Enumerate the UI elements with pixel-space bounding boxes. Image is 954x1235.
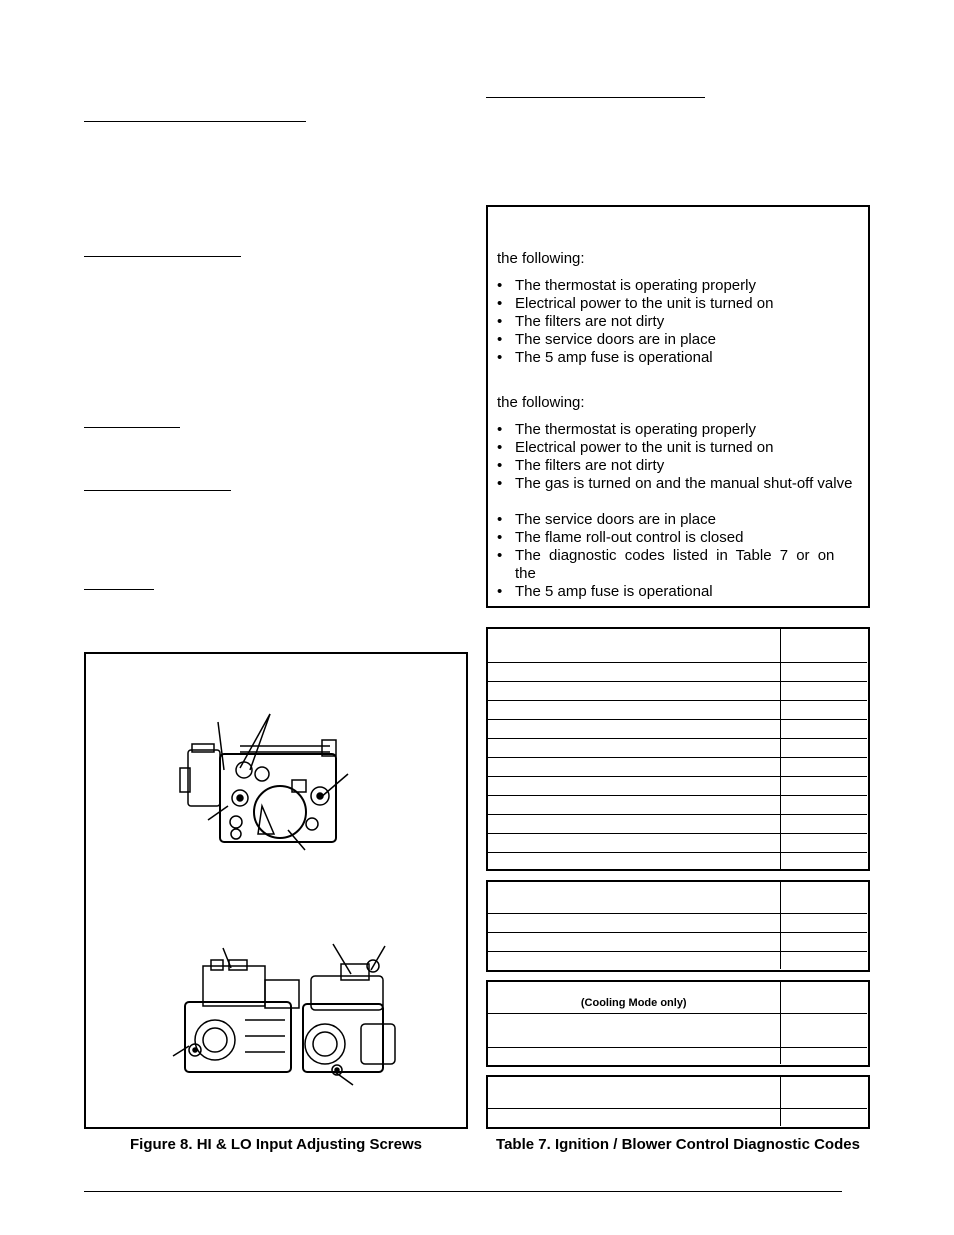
code-table-1 bbox=[486, 627, 870, 871]
table-header-cell bbox=[488, 882, 780, 913]
list-item: • The service doors are in place bbox=[497, 331, 862, 349]
table-cell bbox=[780, 951, 867, 969]
table-header-cell bbox=[780, 882, 867, 913]
list-item: • The gas is turned on and the manual shut-off valve bbox=[497, 475, 862, 493]
table-cell bbox=[780, 795, 867, 814]
list-item: • The diagnostic codes listed in Table 7 or on the bbox=[497, 547, 862, 565]
checklist-1 bbox=[497, 277, 862, 367]
table-cell bbox=[488, 738, 780, 757]
table-cell bbox=[488, 932, 780, 951]
list-item: • The 5 amp fuse is operational bbox=[497, 349, 862, 367]
table-cell bbox=[488, 681, 780, 700]
table-cell bbox=[488, 1108, 780, 1126]
list-item: • The 5 amp fuse is operational bbox=[497, 583, 862, 601]
checklist-2 bbox=[497, 421, 862, 601]
table-header-cell bbox=[780, 629, 867, 662]
table-cell bbox=[780, 662, 867, 681]
table-cell bbox=[488, 913, 780, 932]
cooling-mode-note: (Cooling Mode only) bbox=[580, 996, 687, 1009]
table-header-cell bbox=[780, 982, 867, 1013]
heading-underline-4 bbox=[84, 490, 231, 491]
table-cell bbox=[780, 814, 867, 833]
table-cell bbox=[780, 852, 867, 870]
code-table-4 bbox=[486, 1075, 870, 1129]
table-cell bbox=[488, 700, 780, 719]
table-cell bbox=[780, 913, 867, 932]
table-caption: Table 7. Ignition / Blower Control Diagnostic Codes bbox=[496, 1136, 860, 1153]
table-cell bbox=[488, 852, 780, 870]
code-table-3 bbox=[486, 980, 870, 1067]
figure-caption: Figure 8. HI & LO Input Adjusting Screws bbox=[130, 1136, 422, 1153]
checklist-2-lead: the following: bbox=[497, 394, 585, 411]
heading-underline-3 bbox=[84, 427, 180, 428]
table-cell bbox=[780, 719, 867, 738]
list-item: • The thermostat is operating properly bbox=[497, 421, 862, 439]
list-item: • Electrical power to the unit is turned on bbox=[497, 439, 862, 457]
table-cell bbox=[488, 951, 780, 969]
gas-valves-bottom-illustration bbox=[165, 940, 395, 1090]
table-header-cell bbox=[488, 1077, 780, 1108]
table-header-cell bbox=[780, 1077, 867, 1108]
checklist-1-lead: the following: bbox=[497, 250, 585, 267]
table-cell bbox=[780, 776, 867, 795]
table-cell bbox=[780, 833, 867, 852]
table-cell bbox=[780, 700, 867, 719]
table-cell bbox=[780, 757, 867, 776]
table-cell bbox=[488, 662, 780, 681]
heading-underline-1 bbox=[84, 121, 306, 122]
table-cell bbox=[488, 776, 780, 795]
table-cell bbox=[488, 719, 780, 738]
table-cell bbox=[488, 833, 780, 852]
heading-underline-5 bbox=[84, 589, 154, 590]
heading-underline-right bbox=[486, 97, 705, 98]
list-item: • The service doors are in place bbox=[497, 511, 862, 529]
table-cell bbox=[488, 757, 780, 776]
list-item: • The thermostat is operating properly bbox=[497, 277, 862, 295]
table-cell bbox=[780, 932, 867, 951]
table-cell bbox=[780, 1013, 867, 1047]
list-item: • Electrical power to the unit is turned on bbox=[497, 295, 862, 313]
table-header-cell bbox=[488, 629, 780, 662]
code-table-2 bbox=[486, 880, 870, 972]
table-cell bbox=[780, 1108, 867, 1126]
list-item: • The flame roll-out control is closed bbox=[497, 529, 862, 547]
table-cell bbox=[488, 1047, 780, 1064]
footer-rule bbox=[84, 1191, 842, 1192]
table-cell bbox=[488, 814, 780, 833]
table-header-cell bbox=[488, 982, 780, 1013]
list-item: • The filters are not dirty bbox=[497, 457, 862, 475]
heading-underline-2 bbox=[84, 256, 241, 257]
table-cell bbox=[780, 738, 867, 757]
table-cell bbox=[780, 1047, 867, 1064]
table-cell bbox=[488, 795, 780, 814]
list-item: • The filters are not dirty bbox=[497, 313, 862, 331]
table-cell bbox=[780, 681, 867, 700]
gas-valve-top-illustration bbox=[170, 710, 360, 860]
table-cell bbox=[488, 1013, 780, 1047]
